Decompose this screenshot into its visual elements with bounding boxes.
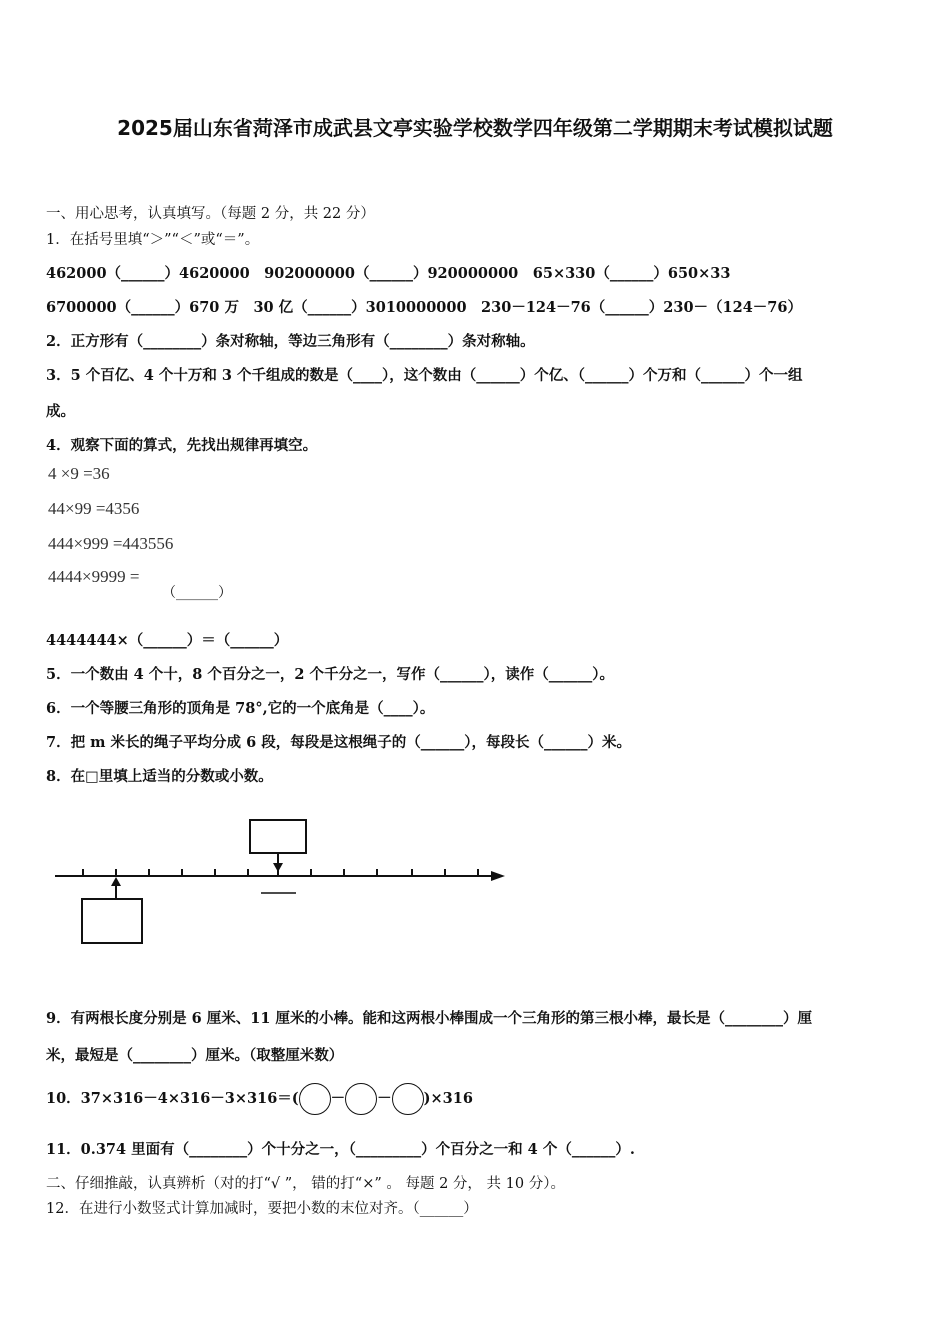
- question-3-line-2: 成。: [46, 403, 75, 420]
- q4-equation-3: 444×999 =443556: [48, 534, 174, 553]
- q10-minus-2: －: [377, 1090, 392, 1107]
- question-3-line-1: 3．5 个百亿、4 个十万和 3 个千组成的数是（____），这个数由（______）个亿、（______）个万和（______）个一组: [46, 367, 803, 384]
- question-5: 5．一个数由 4 个十，8 个百分之一，2 个千分之一，写作（______），读作（______）。: [46, 666, 615, 683]
- question-8: 8．在□里填上适当的分数或小数。: [46, 768, 273, 785]
- question-1-row-2: 6700000（______）670 万 30 亿（______）3010000000 230－124－76（______）230－（124－76）: [46, 299, 802, 316]
- q4-equation-4: 4444×9999 =: [48, 567, 140, 586]
- number-line-arrowhead: [491, 871, 505, 881]
- q10-suffix: )×316: [423, 1090, 473, 1107]
- question-9-line-1: 9．有两根长度分别是 6 厘米、11 厘米的小棒。能和这两根小棒围成一个三角形的第三根小棒，最长是（________）厘: [46, 1010, 812, 1027]
- answer-box-bottom[interactable]: [82, 899, 142, 943]
- question-2: 2．正方形有（________）条对称轴，等边三角形有（________）条对称轴。: [46, 333, 535, 350]
- q4-equation-2: 44×99 =4356: [48, 499, 140, 518]
- answer-circle-2[interactable]: [345, 1083, 377, 1115]
- number-line-ticks: [83, 869, 478, 876]
- number-line-figure: [50, 810, 520, 960]
- question-4: 4．观察下面的算式，先找出规律再填空。: [46, 437, 318, 454]
- question-1-row-1: 462000（______）4620000 902000000（______）920000000 65×330（______）650×33: [46, 265, 731, 282]
- arrow-down-head-icon: [273, 863, 283, 872]
- q10-minus-1: －: [330, 1090, 346, 1107]
- page-title: 2025届山东省菏泽市成武县文亭实验学校数学四年级第二学期期末考试模拟试题: [117, 116, 833, 140]
- question-4-extra: 4444444×（______）＝（______）: [46, 632, 289, 649]
- arrow-up-head-icon: [111, 877, 121, 886]
- section1-header: 一、用心思考，认真填写。（每题 2 分，共 22 分）: [46, 206, 375, 222]
- answer-circle-3[interactable]: [392, 1083, 424, 1115]
- question-11: 11．0.374 里面有（________）个十分之一，（_________）个百分之一和 4 个（______）.: [46, 1141, 635, 1158]
- question-1: 1．在括号里填“＞”“＜”或“＝”。: [46, 232, 260, 248]
- question-9-line-2: 米，最短是（________）厘米。（取整厘米数）: [46, 1047, 344, 1064]
- q4-equation-4-blank: （______）: [162, 585, 232, 601]
- answer-circle-1[interactable]: [299, 1083, 331, 1115]
- question-7: 7．把 m 米长的绳子平均分成 6 段，每段是这根绳子的（______），每段长（______）米。: [46, 734, 631, 751]
- question-12: 12．在进行小数竖式计算加减时，要把小数的末位对齐。（______）: [46, 1201, 478, 1217]
- answer-box-top[interactable]: [250, 820, 306, 853]
- section2-header: 二、仔细推敲，认真辨析（对的打“√ ”， 错的打“×” 。 每题 2 分， 共 10 分）。: [46, 1176, 565, 1192]
- question-6: 6．一个等腰三角形的顶角是 78°,它的一个底角是（____）。: [46, 700, 435, 717]
- q10-prefix: 10．37×316－4×316－3×316＝(: [46, 1090, 299, 1107]
- question-10: [46, 1083, 473, 1115]
- q4-equation-1: 4 ×9 =36: [48, 464, 110, 483]
